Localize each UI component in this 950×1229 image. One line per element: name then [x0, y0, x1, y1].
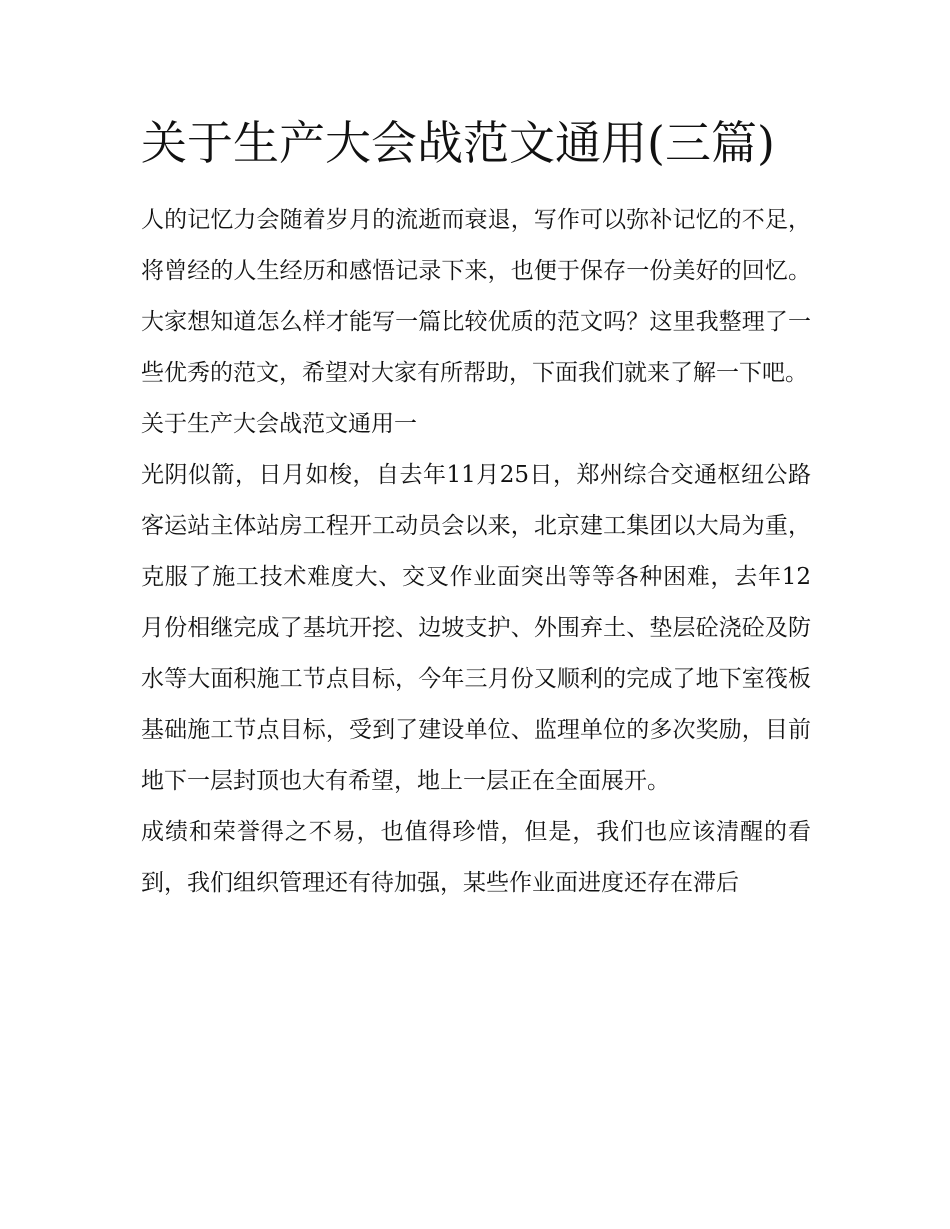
intro-paragraph: 人的记忆力会随着岁月的流逝而衰退，写作可以弥补记忆的不足，将曾经的人生经历和感悟记录下来，也便于保存一份美好的回忆。大家想知道怎么样才能写一篇比较优质的范文吗？这里我整理了一些优秀的范文，希望对大家有所帮助，下面我们就来了解一下吧。 — [141, 207, 811, 386]
body-paragraph-1: 光阴似箭，日月如梭，自去年11月25日，郑州综合交通枢纽公路客运站主体站房工程开工动员会以来，北京建工集团以大局为重，克服了施工技术难度大、交叉作业面突出等等各种困难，去年12月份相继完成了基坑开挖、边坡支护、外围弃土、垫层砼浇砼及防水等大面积施工节点目标，今年三月份又顺利的完成了地下室筏板基础施工节点目标，受到了建设单位、监理单位的多次奖励，目前地下一层封顶也大有希望，地上一层正在全面展开。 — [141, 462, 811, 794]
document-body — [141, 112, 811, 909]
body-paragraph-2: 成绩和荣誉得之不易，也值得珍惜，但是，我们也应该清醒的看到，我们组织管理还有待加强，某些作业面进度还存在滞后 — [141, 819, 811, 896]
section-heading: 关于生产大会战范文通用一 — [141, 411, 417, 437]
document-title: 关于生产大会战范文通用(三篇) — [141, 116, 775, 170]
